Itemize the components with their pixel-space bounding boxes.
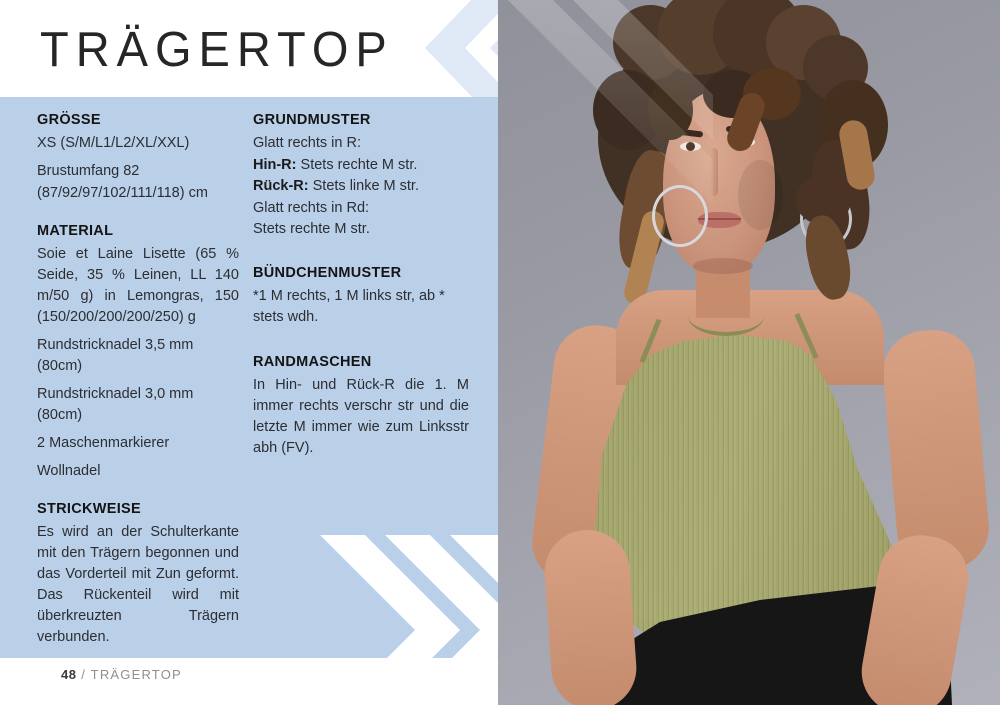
grundmuster-line-1: Glatt rechts in R:: [253, 135, 361, 151]
chevron-right-decoration-bottom: [320, 530, 498, 705]
model-left-forearm: [542, 527, 639, 705]
chevron-left-icon: [380, 0, 498, 97]
model-photo: [498, 0, 1000, 705]
section-heading: STRICKWEISE: [37, 501, 141, 517]
page-footer: [61, 667, 182, 682]
section-randmaschen: [253, 354, 469, 459]
section-heading: MATERIAL: [37, 223, 114, 239]
beaded-necklace: [688, 296, 764, 336]
model-left-iris: [686, 142, 695, 151]
rueck-r-text: Stets linke M str.: [308, 178, 419, 194]
hin-r-text: Stets rechte M str.: [296, 156, 418, 173]
randmaschen-text: In Hin- und Rück-R die 1. M immer rechts verschr str und die letzte M immer wie zum Linksstr abh (FV).: [253, 376, 469, 456]
section-strickweise: [37, 501, 239, 648]
model-cheek-shadow: [738, 160, 783, 230]
strickweise-text: Es wird an der Schulterkante mit den Trägern begonnen und das Vorderteil mit Zun geformt. Das Rückenteil wird mit überkreuzten Trägern verbunden.: [37, 524, 239, 645]
grundmuster-line-4: Glatt rechts in Rd:: [253, 199, 370, 216]
footer-label: TRÄGERTOP: [90, 667, 182, 682]
grundmuster-line-2: [253, 155, 469, 177]
page-title: TRÄGERTOP: [40, 21, 394, 77]
info-column-left: [37, 112, 239, 658]
buendchenmuster-text: *1 M rechts, 1 M links str, ab * stets wdh.: [253, 287, 445, 325]
markers-text: 2 Maschenmarkierer: [37, 435, 170, 451]
section-heading: GRÖSSE: [37, 112, 101, 128]
section-heading: GRUNDMUSTER: [253, 112, 371, 128]
wool-needle-text: Wollnadel: [37, 463, 101, 479]
chevron-left-decoration-top: [380, 0, 498, 97]
model-chin-shadow: [693, 258, 753, 274]
needle-2-text: Rundstricknadel 3,0 mm (80cm): [37, 386, 194, 423]
hin-r-label: Hin-R:: [253, 156, 297, 173]
section-heading: RANDMASCHEN: [253, 353, 372, 370]
footer-separator: /: [81, 667, 87, 682]
rueck-r-label: Rück-R:: [253, 178, 309, 194]
bust-text: [37, 161, 239, 204]
section-material: [37, 223, 239, 482]
page-number: 48: [61, 667, 77, 682]
model-nose: [710, 148, 718, 196]
section-grundmuster: [253, 112, 469, 241]
grundmuster-line-5: Stets rechte M str.: [253, 221, 370, 237]
yarn-text: Soie et Laine Lisette (65 % Seide, 35 % Leinen, LL 140 m/50 g) in Lemongras, 150 (150/200/200/200/250) g: [37, 246, 239, 325]
left-hoop-earring: [652, 185, 708, 247]
grundmuster-line-3: [253, 176, 469, 198]
bust-line-1: Brustumfang 82: [37, 163, 140, 179]
section-groesse: [37, 112, 239, 204]
section-heading: BÜNDCHENMUSTER: [253, 264, 402, 281]
needle-1-text: Rundstricknadel 3,5 mm (80cm): [37, 337, 194, 374]
sizes-text: XS (S/M/L1/L2/XL/XXL): [37, 135, 190, 151]
bust-line-2: (87/92/97/102/111/118) cm: [37, 184, 208, 201]
section-buendchenmuster: [253, 265, 469, 328]
model-hair-side: [648, 80, 693, 140]
